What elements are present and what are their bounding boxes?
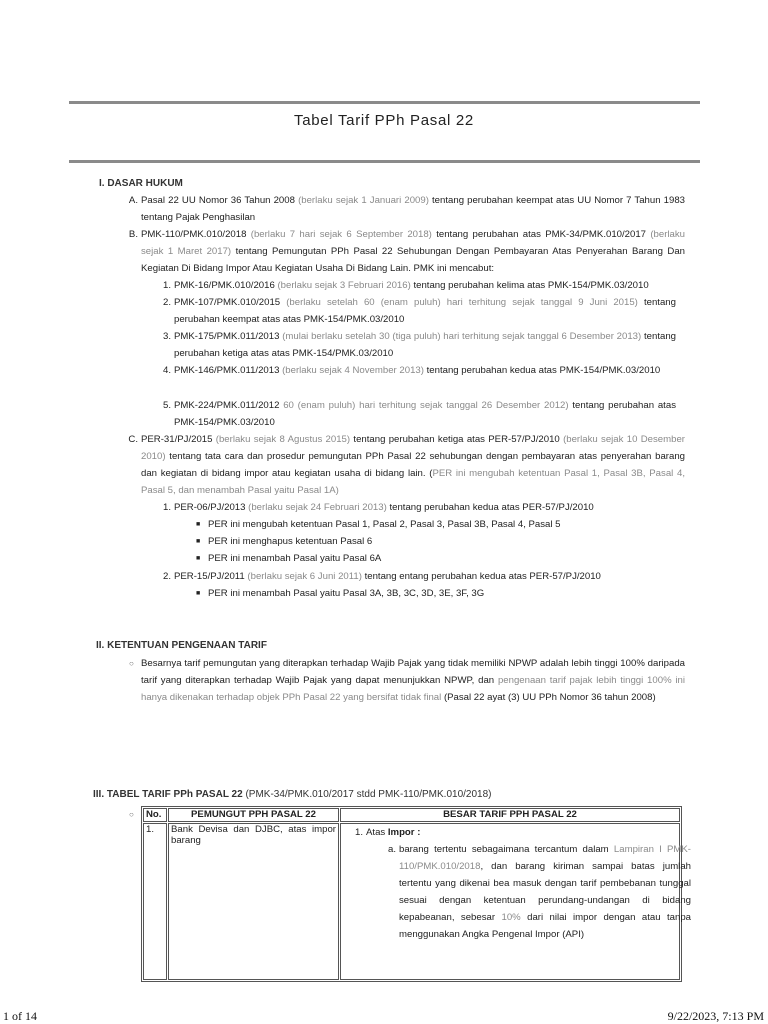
circle-bullet-icon: ○ bbox=[129, 810, 134, 819]
c1-bullet-1: ■ PER ini mengubah ketentuan Pasal 1, Pasal 2, Pasal 3, Pasal 3B, Pasal 4, Pasal 5 bbox=[208, 516, 561, 533]
c1-bullet-3: ■ PER ini menambah Pasal yaitu Pasal 6A bbox=[208, 550, 381, 567]
b-item-4-text: PMK-146/PMK.011/2013 (berlaku sejak 4 November 2013) tentang perubahan kedua atas PMK-154/PMK.03/2010 bbox=[174, 365, 661, 376]
section-1-heading: I. DASAR HUKUM bbox=[99, 178, 183, 189]
col-header-no: No. bbox=[143, 808, 167, 822]
b-item-2-marker: 2. bbox=[162, 297, 171, 308]
impor-item-a-text: barang tertentu sebagaimana tercantum dalam Lampiran I PMK-110/PMK.010/2018, dan barang kiriman sampai batas jumlah tertentu yang dikenai bea masuk dengan tarif pembebanan tunggal sesuai dengan ketentuan perundang-undangan di bidang kepabeanan, sebesar 10% dari nilai impor dengan atau tanpa menggunakan Angka Pengenal Impor (API) bbox=[399, 844, 692, 940]
b-item-1-marker: 1. bbox=[162, 280, 171, 291]
item-b-marker: B. bbox=[128, 229, 138, 240]
section-2-heading: II. KETENTUAN PENGENAAN TARIF bbox=[96, 640, 267, 651]
item-a-text: Pasal 22 UU Nomor 36 Tahun 2008 (berlaku sejak 1 Januari 2009) tentang perubahan keempat atas UU Nomor 7 Tahun 1983 tentang Pajak Penghasilan bbox=[141, 195, 685, 223]
b-item-5-marker: 5. bbox=[162, 400, 171, 411]
print-timestamp: 9/22/2023, 7:13 PM bbox=[667, 1009, 764, 1023]
circle-bullet-icon: ○ bbox=[129, 659, 134, 668]
row-pemungut: Bank Devisa dan DJBC, atas impor barang bbox=[168, 823, 339, 980]
top-rule bbox=[69, 101, 700, 104]
c-item-1-text: PER-06/PJ/2013 (berlaku sejak 24 Februari 2013) tentang perubahan kedua atas PER-57/PJ/2010 bbox=[174, 502, 594, 513]
b-item-1-text: PMK-16/PMK.010/2016 (berlaku sejak 3 Februari 2016) tentang perubahan kelima atas PMK-154/PMK.03/2010 bbox=[174, 280, 649, 291]
impor-label: Atas Impor : bbox=[366, 827, 421, 838]
item-a-marker: A. bbox=[128, 195, 138, 206]
table-header-row bbox=[143, 808, 680, 822]
col-header-pemungut: PEMUNGUT PPH PASAL 22 bbox=[168, 808, 339, 822]
tariff-table bbox=[141, 806, 692, 982]
b-item-4-marker: 4. bbox=[162, 365, 171, 376]
title-rule bbox=[69, 160, 700, 163]
table-row bbox=[143, 823, 680, 980]
c1-bullet-2: ■ PER ini menghapus ketentuan Pasal 6 bbox=[208, 533, 372, 550]
section-3-heading: III. TABEL TARIF PPh PASAL 22 (PMK-34/PMK.010/2017 stdd PMK-110/PMK.010/2018) bbox=[93, 789, 492, 800]
page-counter: 1 of 14 bbox=[3, 1009, 37, 1023]
c2-bullet-1: ■ PER ini menambah Pasal yaitu Pasal 3A, 3B, 3C, 3D, 3E, 3F, 3G bbox=[208, 585, 484, 602]
item-a-marker: a. bbox=[387, 844, 396, 855]
col-header-tarif: BESAR TARIF PPH PASAL 22 bbox=[340, 808, 680, 822]
page-title: Tabel Tarif PPh Pasal 22 bbox=[294, 112, 474, 129]
item-b-text: PMK-110/PMK.010/2018 (berlaku 7 hari sejak 6 September 2018) tentang perubahan atas PMK-34/PMK.010/2017 (berlaku sejak 1 Maret 2017) tentang Pemungutan PPh Pasal 22 Sehubungan Dengan Pembayaran Atas Penyerahan Barang Dan Kegiatan Di Bidang Impor Atau Kegiatan Usaha Di Bidang Lain. PMK ini mencabut: bbox=[141, 229, 686, 274]
b-item-3-marker: 3. bbox=[162, 331, 171, 342]
section-2-text: Besarnya tarif pemungutan yang diterapkan terhadap Wajib Pajak yang tidak memiliki NPWP adalah lebih tinggi 100% daripada tarif yang diterapkan terhadap Wajib Pajak yang dapat menunjukkan NPWP, dan pengenaan tarif pajak lebih tinggi 100% ini hanya dikenakan terhadap objek PPh Pasal 22 yang bersifat tidak final (Pasal 22 ayat (3) UU PPh Nomor 36 tahun 2008) bbox=[141, 658, 685, 703]
b-item-5-text: PMK-224/PMK.011/2012 60 (enam puluh) hari terhitung sejak tanggal 26 Desember 2012) tentang perubahan atas PMK-154/PMK.03/2010 bbox=[174, 400, 676, 428]
item-c-text: PER-31/PJ/2015 (berlaku sejak 8 Agustus 2015) tentang perubahan ketiga atas PER-57/PJ/2010 (berlaku sejak 10 Desember 2010) tentang tata cara dan prosedur pemungutan PPh Pasal 22 sehubungan dengan pembayaran atas penyerahan barang dan kegiatan di bidang impor atau kegiatan usaha di bidang lain. (PER ini mengubah ketentuan Pasal 1, Pasal 3B, Pasal 4, Pasal 5, dan menambah Pasal yaitu Pasal 1A) bbox=[141, 434, 685, 496]
item-c-marker: C. bbox=[128, 434, 138, 445]
b-item-3-text: PMK-175/PMK.011/2013 (mulai berlaku setelah 30 (tiga puluh) hari terhitung sejak tanggal 6 Desember 2013) tentang perubahan ketiga atas atas PMK-154/PMK.03/2010 bbox=[174, 331, 676, 359]
impor-marker: 1. bbox=[354, 827, 363, 838]
c-item-1-marker: 1. bbox=[162, 502, 171, 513]
c-item-2-marker: 2. bbox=[162, 571, 171, 582]
row-number: 1. bbox=[143, 823, 167, 980]
c-item-2-text: PER-15/PJ/2011 (berlaku sejak 6 Juni 2011) tentang entang perubahan kedua atas PER-57/PJ/2010 bbox=[174, 571, 601, 582]
b-item-2-text: PMK-107/PMK.010/2015 (berlaku setelah 60 (enam puluh) hari terhitung sejak tanggal 9 Juni 2015) tentang perubahan keempat atas atas PMK-154/PMK.03/2010 bbox=[174, 297, 676, 325]
row-tarif bbox=[340, 823, 692, 980]
